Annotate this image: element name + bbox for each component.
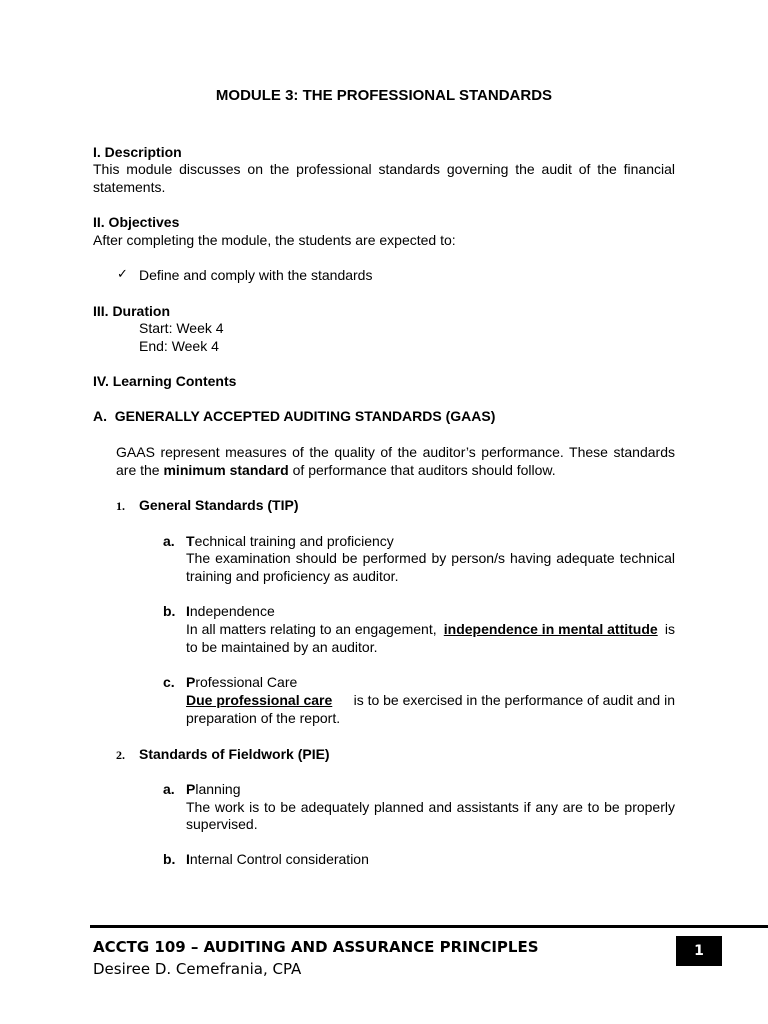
learning-contents-heading: IV. Learning Contents [93,373,237,389]
independence-line1-pre: In all matters relating to an engagement, [186,621,441,637]
gaas-paragraph-line2 [116,461,556,479]
independence-line2: to be maintained by an auditor. [186,639,378,655]
independence-line1-post: is [661,621,675,637]
gaas-paragraph-text: are the [116,462,164,478]
footer-divider [90,925,768,928]
check-icon: ✓ [117,267,128,282]
duration-start: Start: Week 4 [139,320,224,336]
professional-initial: P [186,674,196,690]
professional-rest: rofessional Care [195,674,298,690]
technical-training-line2: training and proficiency as auditor. [186,568,399,584]
description-heading: I. Description [93,144,182,160]
general-standards-heading: General Standards (TIP) [139,497,299,513]
objective-item: Define and comply with the standards [139,267,373,283]
technical-training-line1: The examination should be performed by person/s having adequate technical [186,550,675,566]
fieldwork-standards-number: 2. [116,748,125,762]
objectives-intro: After completing the module, the students are expected to: [93,232,456,248]
professional-care-line1-post: is to be exercised in the performance of audit and in [349,692,675,708]
gaas-paragraph-line1: GAAS represent measures of the quality of the auditor’s performance. These standards [116,444,675,460]
item-letter-a: a. [163,533,175,549]
technical-rest: echnical training and proficiency [194,533,394,549]
objectives-heading: II. Objectives [93,214,180,230]
internal-rest: nternal Control consideration [189,851,369,867]
fieldwork-standards-heading: Standards of Fieldwork (PIE) [139,746,330,762]
item-letter-c: c. [163,674,175,690]
independence-mental-attitude: independence in mental attitude [443,621,658,637]
professional-care-heading [186,673,297,691]
technical-initial: T [186,533,195,549]
planning-line2: supervised. [186,816,258,832]
planning-initial: P [186,781,196,797]
fieldwork-letter-a: a. [163,781,175,797]
gaas-heading: A. GENERALLY ACCEPTED AUDITING STANDARDS (GAAS) [93,408,496,424]
duration-end: End: Week 4 [139,338,219,354]
module-title: MODULE 3: THE PROFESSIONAL STANDARDS [215,87,553,104]
internal-control-heading [186,850,369,868]
item-letter-b: b. [163,603,176,619]
description-text: This module discusses on the professional standards governing the audit of the financial statements. [93,161,675,195]
technical-training-heading [186,532,394,550]
planning-rest: lanning [195,781,241,797]
due-professional-care: Due professional care [186,692,333,708]
internal-initial: I [186,851,190,867]
footer-course-title: ACCTG 109 – AUDITING AND ASSURANCE PRINCIPLES [93,938,539,956]
page-number-badge: 1 [676,936,722,966]
independence-line1 [186,620,675,638]
gaas-paragraph-text-end: of performance that auditors should follow. [288,462,556,478]
independence-heading [186,602,275,620]
fieldwork-letter-b: b. [163,851,176,867]
footer-author: Desiree D. Cemefrania, CPA [93,960,302,978]
independence-rest: ndependence [189,603,275,619]
general-standards-number: 1. [116,499,125,513]
professional-care-line2: preparation of the report. [186,710,341,726]
independence-initial: I [186,603,190,619]
planning-heading [186,780,241,798]
professional-care-line1 [186,691,675,709]
duration-heading: III. Duration [93,303,170,319]
minimum-standard-emphasis: minimum standard [163,462,289,478]
planning-line1: The work is to be adequately planned and assistants if any are to be properly [186,799,675,815]
